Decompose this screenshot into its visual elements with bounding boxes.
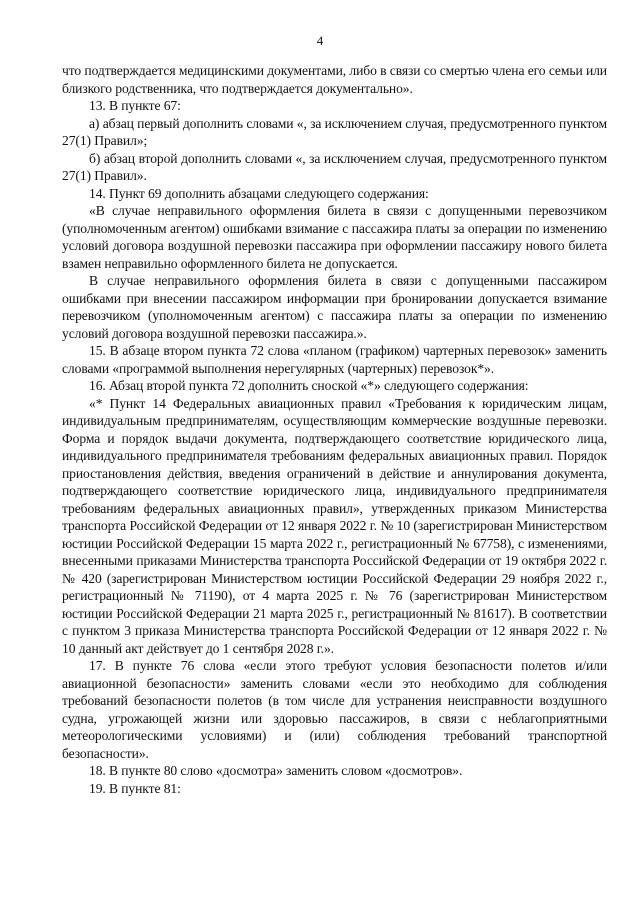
- paragraph: 14. Пункт 69 дополнить абзацами следующего содержания:: [89, 185, 429, 201]
- paragraph: 19. В пункте 81:: [89, 780, 181, 796]
- paragraph: б) абзац второй дополнить словами «, за исключением случая, предусмотренного пунктом 27(1) Правил».: [62, 150, 607, 183]
- paragraph: 13. В пункте 67:: [89, 98, 181, 113]
- paragraph: 16. Абзац второй пункта 72 дополнить сноской «*» следующего содержания:: [89, 378, 529, 393]
- paragraph: 15. В абзаце втором пункта 72 слова «планом (графиком) чартерных перевозок» заменить словами «программой выполнения нерегулярных (чартерных) перевозок*».: [62, 343, 607, 376]
- paragraph: 18. В пункте 80 слово «досмотра» заменить словом «досмотров».: [89, 763, 463, 778]
- paragraph: «В случае неправильного оформления билета в связи с допущенными перевозчиком (уполномоченным агентом) ошибками взимание с пассажира платы за операции по изменению условий договора воздушной перевозки пассажира при оформлении пассажиру нового билета взамен неправильно оформленного билета не допускается.: [62, 203, 607, 271]
- paragraph: «* Пункт 14 Федеральных авиационных правил «Требования к юридическим лицам, индивидуальным предпринимателям, осуществляющим коммерческие воздушные перевозки. Форма и порядок выдачи документа, подтверждающего соответствие юридического лица, индивидуального предпринимателя требованиям федеральных авиационных правил. Порядок приостановления действия, введения ограничений в действие и аннулирования документа, подтверждающего соответствие юридического лица, индивидуального предпринимателя требованиям федеральных авиационных правил», утвержденных приказом Министерства транспорта Российской Федерации от 12 января 2022 г. № 10 (зарегистрирован Министерством юстиции Российской Федерации 15 марта 2022 г., регистрационный № 67758), с изменениями, внесенными приказами Министерства транспорта Российской Федерации от 19 октября 2022 г. № 420 (зарегистрирован Министерством юстиции Российской Федерации 29 ноября 2022 г., регистрационный № 71190), от 4 марта 2025 г. № 76 (зарегистрирован Министерством юстиции Российской Федерации 21 марта 2025 г., регистрационный № 81617). В соответствии с пунктом 3 приказа Министерства транспорта Российской Федерации от 12 января 2022 г. № 10 данный акт действует до 1 сентября 2028 г.».: [62, 395, 607, 656]
- document-body: [62, 62, 607, 797]
- paragraph: 17. В пункте 76 слова «если этого требуют условия безопасности полетов и/или авиационной безопасности» заменить словами «если это необходимо для соблюдения требований безопасности полетов (в том числе для устранения неисправности воздушного судна, угрожающей жизни или здоровью пассажиров, в связи с неблагоприятными метеорологическими условиями) и (или) соблюдения требований транспортной безопасности».: [62, 658, 607, 761]
- page-number: 4: [316, 33, 324, 48]
- paragraph: В случае неправильного оформления билета в связи с допущенными пассажиром ошибками при внесении пассажиром информации при бронировании допускается взимание перевозчиком (уполномоченным агентом) с пассажира платы за операции по изменению условий договора воздушной перевозки пассажира.».: [62, 273, 607, 341]
- paragraph: что подтверждается медицинскими документами, либо в связи со смертью члена его семьи или близкого родственника, что подтверждается документально».: [62, 63, 607, 96]
- paragraph: а) абзац первый дополнить словами «, за исключением случая, предусмотренного пунктом 27(1) Правил»;: [62, 115, 607, 148]
